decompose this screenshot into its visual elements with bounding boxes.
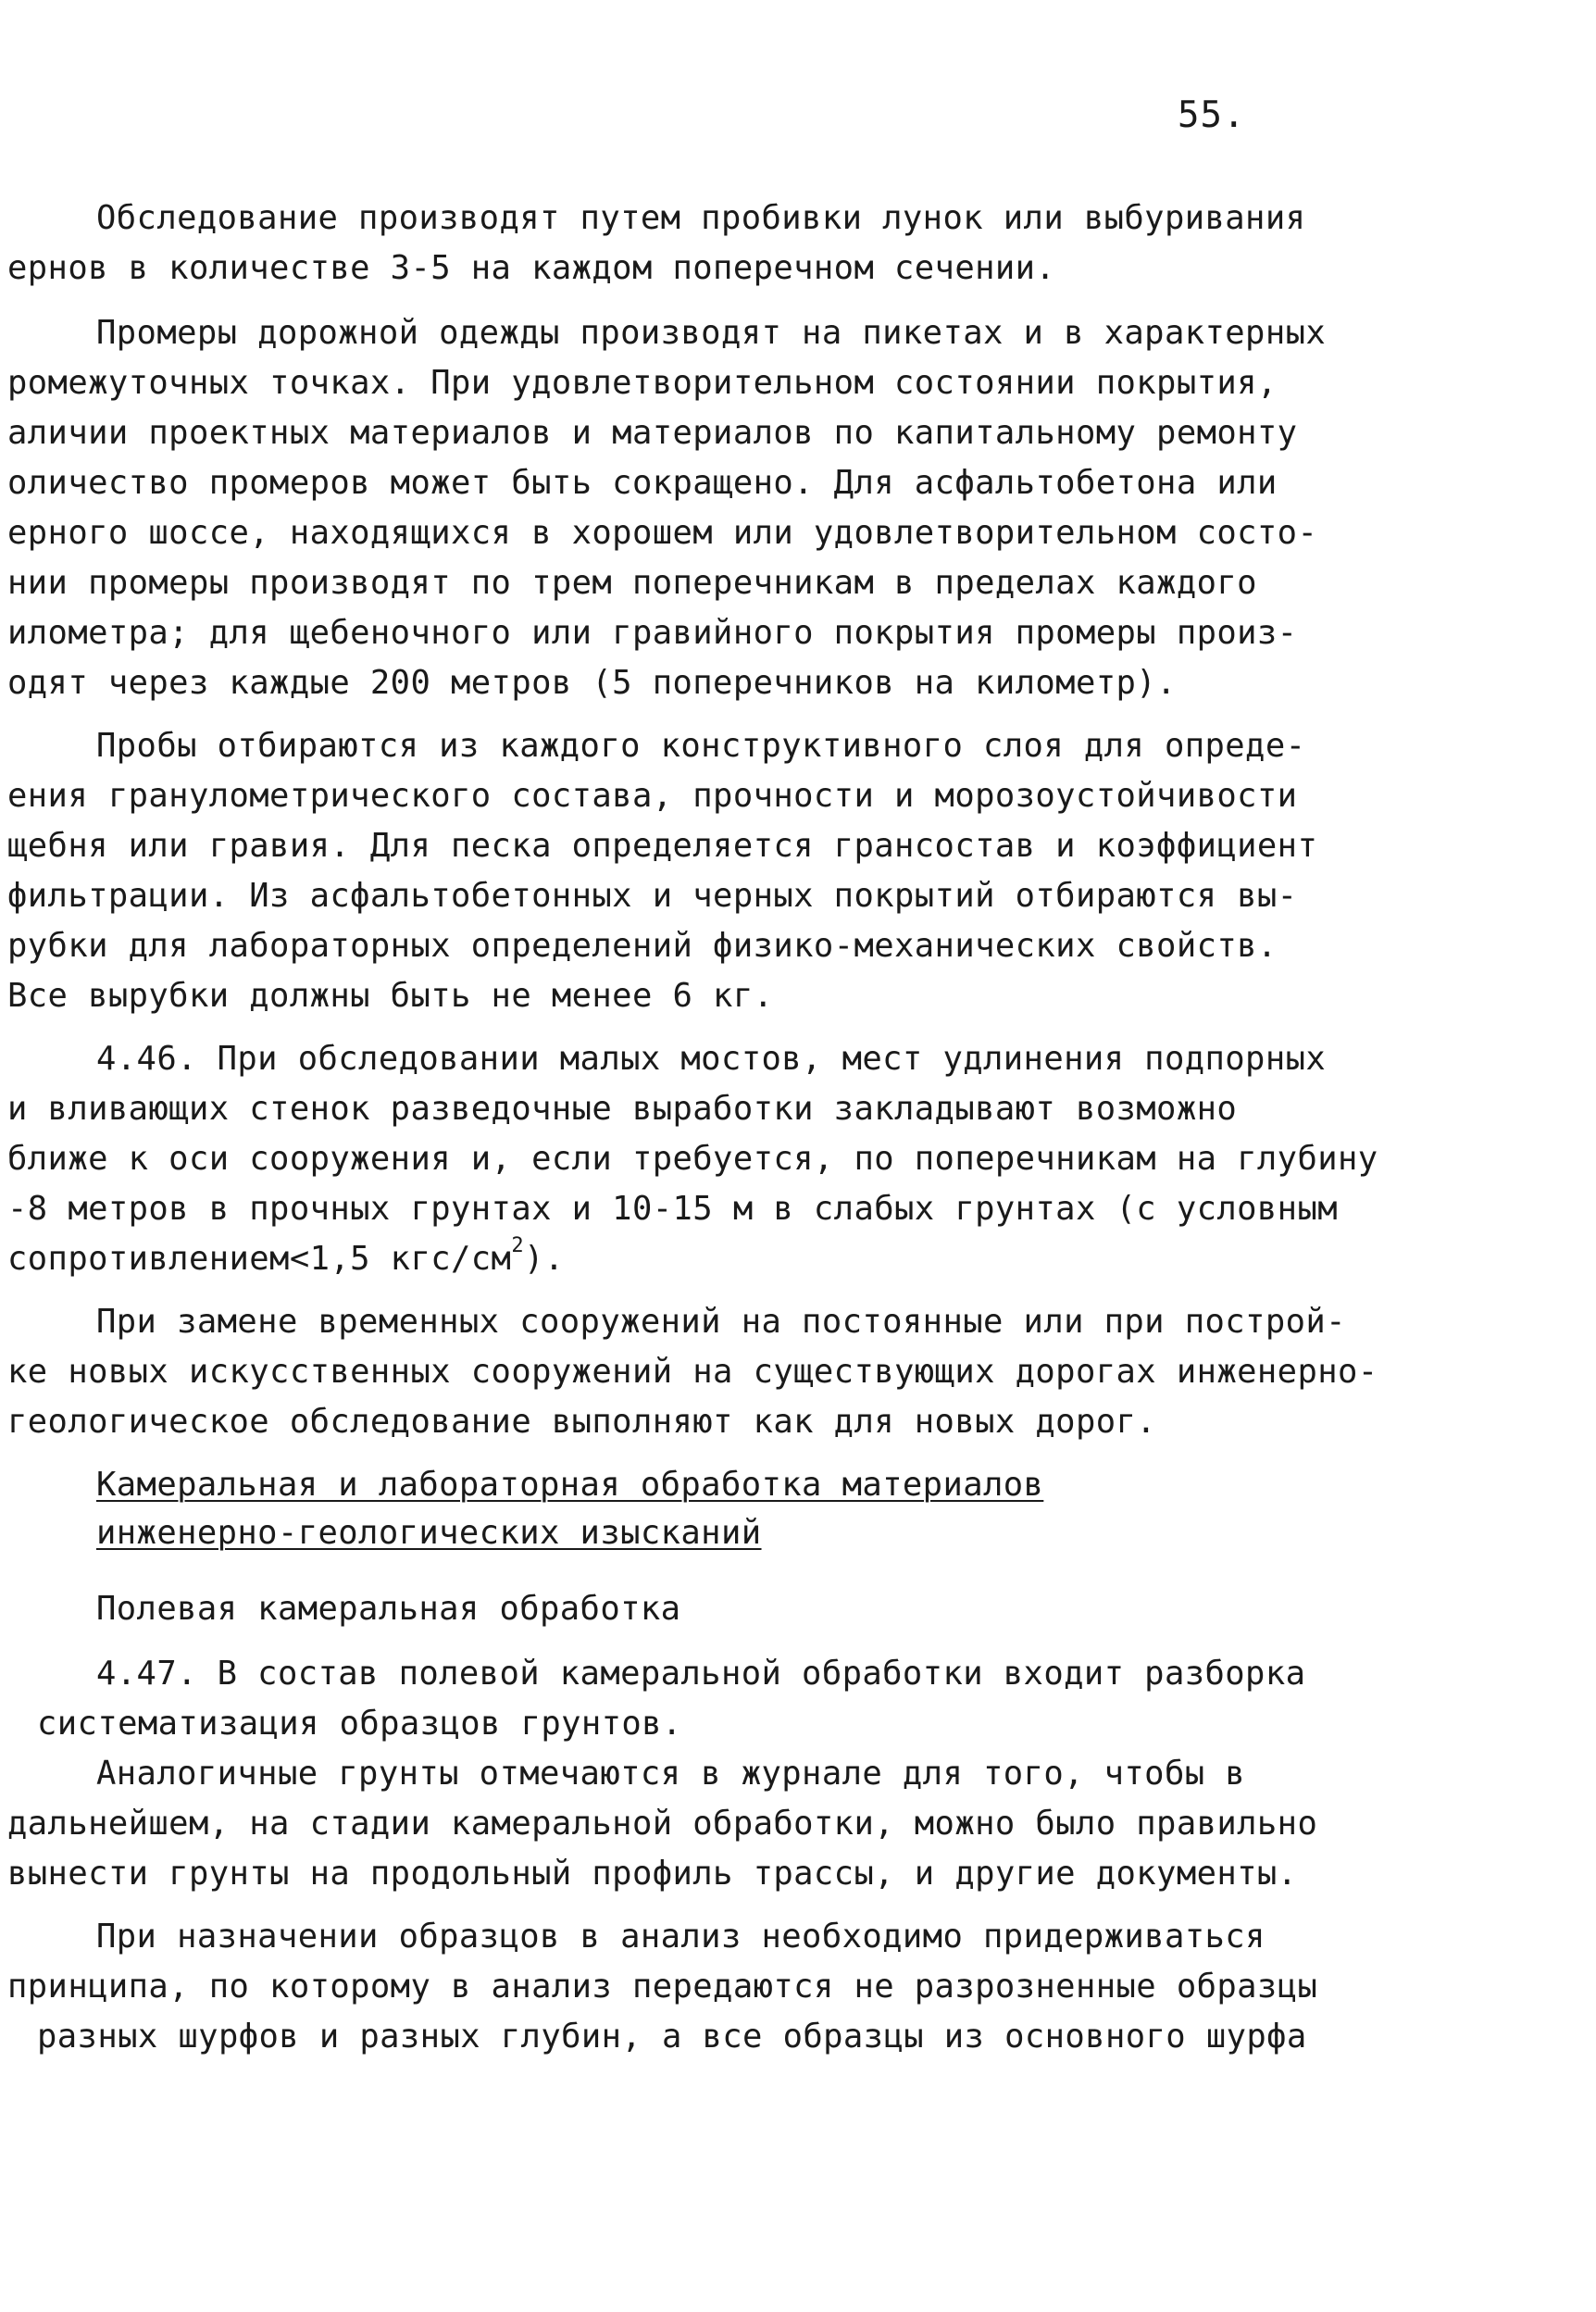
text-line: нии промеры производят по трем поперечникам в пределах каждого	[7, 564, 1257, 602]
text-line: ромежуточных точках. При удовлетворительном состоянии покрытия,	[7, 364, 1278, 402]
text-line: дальнейшем, на стадии камеральной обработки, можно было правильно	[7, 1805, 1318, 1843]
text-line: -8 метров в прочных грунтах и 10-15 м в слабых грунтах (с условным	[7, 1190, 1339, 1228]
text-line: илометра; для щебеночного или гравийного покрытия промеры произ-	[7, 614, 1298, 652]
text-line: рубки для лабораторных определений физико-механических свойств.	[7, 927, 1278, 965]
text-line: ения гранулометрического состава, прочности и морозоустойчивости	[7, 777, 1298, 815]
text-line: принципа, по которому в анализ передаются не разрозненные образцы	[7, 1968, 1318, 2006]
text-line: Все вырубки должны быть не менее 6 кг.	[7, 977, 774, 1015]
text-line: систематизация образцов грунтов.	[37, 1705, 682, 1743]
text-line: геологическое обследование выполняют как для новых дорог.	[7, 1403, 1157, 1441]
text-line: ерного шоссе, находящихся в хорошем или удовлетворительном состо-	[7, 514, 1318, 552]
text-line: ке новых искусственных сооружений на существующих дорогах инженерно-	[7, 1353, 1378, 1391]
text-line: 4.47. В состав полевой камеральной обработки входит разборка	[96, 1655, 1306, 1693]
text-line: При замене временных сооружений на постоянные или при построй-	[96, 1303, 1346, 1341]
text-line: одят через каждые 200 метров (5 поперечников на километр).	[7, 664, 1177, 702]
section-heading: инженерно-геологических изысканий	[96, 1514, 762, 1552]
text-line: разных шурфов и разных глубин, а все образцы из основного шурфа	[37, 2018, 1307, 2056]
text-line: ернов в количестве 3-5 на каждом поперечном сечении.	[7, 249, 1056, 287]
text-line: и вливающих стенок разведочные выработки закладывают возможно	[7, 1090, 1238, 1128]
text-line: Промеры дорожной одежды производят на пикетах и в характерных	[96, 314, 1327, 352]
text-line: фильтрации. Из асфальтобетонных и черных покрытий отбираются вы-	[7, 877, 1298, 915]
formula-tail: ).	[523, 1240, 565, 1278]
formula-text: сопротивлением<1,5 кгс/см	[7, 1240, 512, 1278]
text-line: При назначении образцов в анализ необходимо придерживаться	[96, 1918, 1266, 1956]
text-line: оличество промеров может быть сокращено. Для асфальтобетона или	[7, 464, 1278, 502]
text-line: аличии проектных материалов и материалов по капитальному ремонту	[7, 414, 1298, 452]
formula-superscript: 2	[511, 1234, 524, 1258]
text-line: Аналогичные грунты отмечаются в журнале для того, чтобы в	[96, 1755, 1246, 1793]
page-number: 55.	[1178, 94, 1246, 136]
text-line: 4.46. При обследовании малых мостов, мест удлинения подпорных	[96, 1040, 1327, 1078]
text-line: ближе к оси сооружения и, если требуется, по поперечникам на глубину	[7, 1140, 1378, 1178]
text-line: Обследование производят путем пробивки лунок или выбуривания	[96, 199, 1306, 237]
section-heading: Камеральная и лабораторная обработка материалов	[96, 1466, 1044, 1504]
text-line: Пробы отбираются из каждого конструктивного слоя для опреде-	[96, 727, 1306, 765]
text-line: вынести грунты на продольный профиль трассы, и другие документы.	[7, 1855, 1298, 1893]
text-line: щебня или гравия. Для песка определяется грансостав и коэффициент	[7, 827, 1318, 865]
text-line-formula	[7, 1234, 565, 1278]
subsection-title: Полевая камеральная обработка	[96, 1590, 681, 1628]
